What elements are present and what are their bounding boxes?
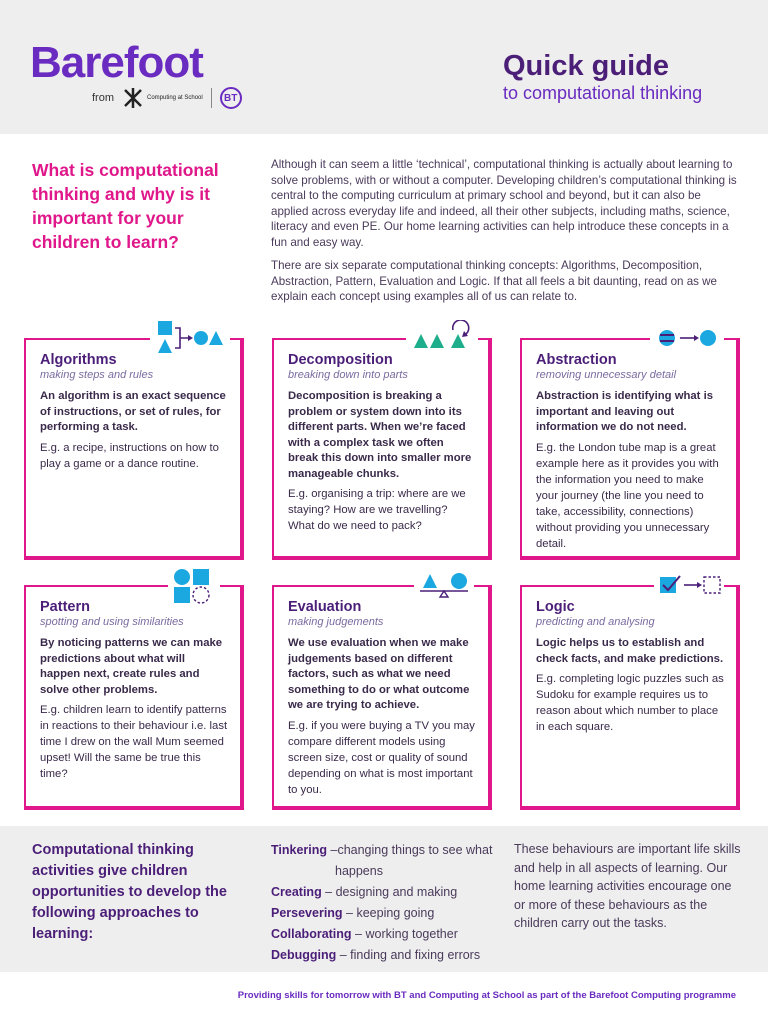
partner-logos — [92, 87, 242, 109]
barefoot-logo: Barefoot — [30, 38, 203, 87]
page-title: Quick guide — [503, 50, 669, 82]
card-evaluation — [272, 585, 492, 810]
logo-divider — [211, 88, 212, 108]
list-item: Tinkering –changing things to see what happens — [271, 843, 493, 878]
cas-logo: Computing at School — [122, 87, 203, 109]
from-label: from — [92, 92, 114, 104]
card-example: E.g. the London tube map is a great example here as it provides you with the information you need to make your journey (the line you need to take, accessibility, connections) without providing you unnecessary detail. — [536, 441, 719, 550]
algorithm-shapes-icon — [150, 318, 230, 358]
intro-paragraph-2: There are six separate computational thinking concepts: Algorithms, Decomposition, Abstraction, Pattern, Evaluation and Logic. If that all feels a bit daunting, read on as we explain each concept using examples all of us can relate to. — [271, 259, 717, 303]
card-definition: Decomposition is breaking a problem or system down into its different parts. When we’re faced with a complex task we often break this down into smaller more manageable chunks. — [288, 390, 472, 480]
card-definition: An algorithm is an exact sequence of instructions, or set of rules, for performing a task. — [40, 390, 226, 433]
card-title: Abstraction — [536, 352, 617, 368]
card-title: Decomposition — [288, 352, 393, 368]
list-item: Creating – designing and making — [271, 885, 458, 899]
list-item: Persevering – keeping going — [271, 906, 435, 920]
approaches-note: These behaviours are important life skills and help in all aspects of learning. Our home learning activities encourage one or more of these behaviours as the children carry out the tasks. — [514, 842, 741, 930]
card-example: E.g. if you were buying a TV you may compare different models using screen size, cost or quality of sound depending on what is most important to you. — [288, 719, 475, 796]
card-pattern — [24, 585, 244, 810]
card-subtitle: spotting and using similarities — [40, 616, 184, 628]
approaches-band — [0, 826, 768, 972]
card-subtitle: removing unnecessary detail — [536, 369, 677, 381]
page-subtitle: to computational thinking — [503, 83, 703, 103]
card-definition: Logic helps us to establish and check facts, and make predictions. — [536, 637, 724, 665]
card-definition: Abstraction is identifying what is important and leaving out information we do not need. — [536, 390, 714, 433]
card-definition: By noticing patterns we can make predictions about what will happen next, create rules and solve other problems. — [40, 637, 223, 696]
intro-question: What is computational thinking and why is it important for your children to learn? — [32, 160, 219, 252]
card-abstraction — [520, 338, 740, 560]
pattern-shapes-icon — [168, 566, 220, 606]
card-title: Pattern — [40, 599, 90, 615]
card-title: Evaluation — [288, 599, 362, 615]
card-example: E.g. children learn to identify patterns in reactions to their behaviour i.e. last time I drew on the wall Mum seemed upset! Will the same be true this time? — [40, 704, 228, 780]
approaches-list — [271, 840, 511, 966]
card-title: Logic — [536, 599, 575, 615]
approaches-heading: Computational thinking activities give children opportunities to develop the following approaches to learning: — [32, 842, 227, 942]
card-definition: We use evaluation when we make judgements based on different factors, such as what we need something to do or what outcome we are trying to achieve. — [288, 637, 470, 711]
cas-cross-icon — [122, 87, 144, 109]
balance-scale-icon — [414, 568, 474, 602]
footer-text: Providing skills for tomorrow with BT and Computing at School as part of the Barefoot Computing programme — [237, 990, 736, 1001]
card-algorithms — [24, 338, 244, 560]
list-item: Debugging – finding and fixing errors — [271, 948, 481, 962]
card-decomposition — [272, 338, 492, 560]
card-example: E.g. completing logic puzzles such as Sudoku for example requires us to reason about which number to place in each square. — [536, 673, 724, 733]
decomposition-triangles-icon — [406, 320, 478, 354]
card-example: E.g. organising a trip: where are we staying? How are we travelling? What do we need to pack? — [288, 488, 466, 532]
card-subtitle: predicting and analysing — [536, 616, 655, 628]
card-logic — [520, 585, 740, 810]
abstraction-icon — [650, 326, 724, 350]
card-subtitle: breaking down into parts — [288, 369, 408, 381]
bt-logo: BT — [220, 87, 242, 109]
intro-paragraph-1: Although it can seem a little ‘technical’, computational thinking is actually about learning to solve problems, with or without a computer. Developing children’s computational thinking is central to the computing curriculum at primary school and beyond, but it can also be applied across everyday life and indeed, all their other subjects, including maths, science, literacy and even PE. Our home learning activities can help introduce these concepts in a fun and easy way. — [271, 158, 737, 249]
logic-check-icon — [654, 572, 724, 598]
header-band — [0, 0, 768, 134]
list-item: Collaborating – working together — [271, 927, 458, 941]
card-title: Algorithms — [40, 352, 117, 368]
card-subtitle: making judgements — [288, 616, 384, 628]
card-example: E.g. a recipe, instructions on how to play a game or a dance routine. — [40, 441, 219, 470]
card-subtitle: making steps and rules — [40, 369, 154, 381]
